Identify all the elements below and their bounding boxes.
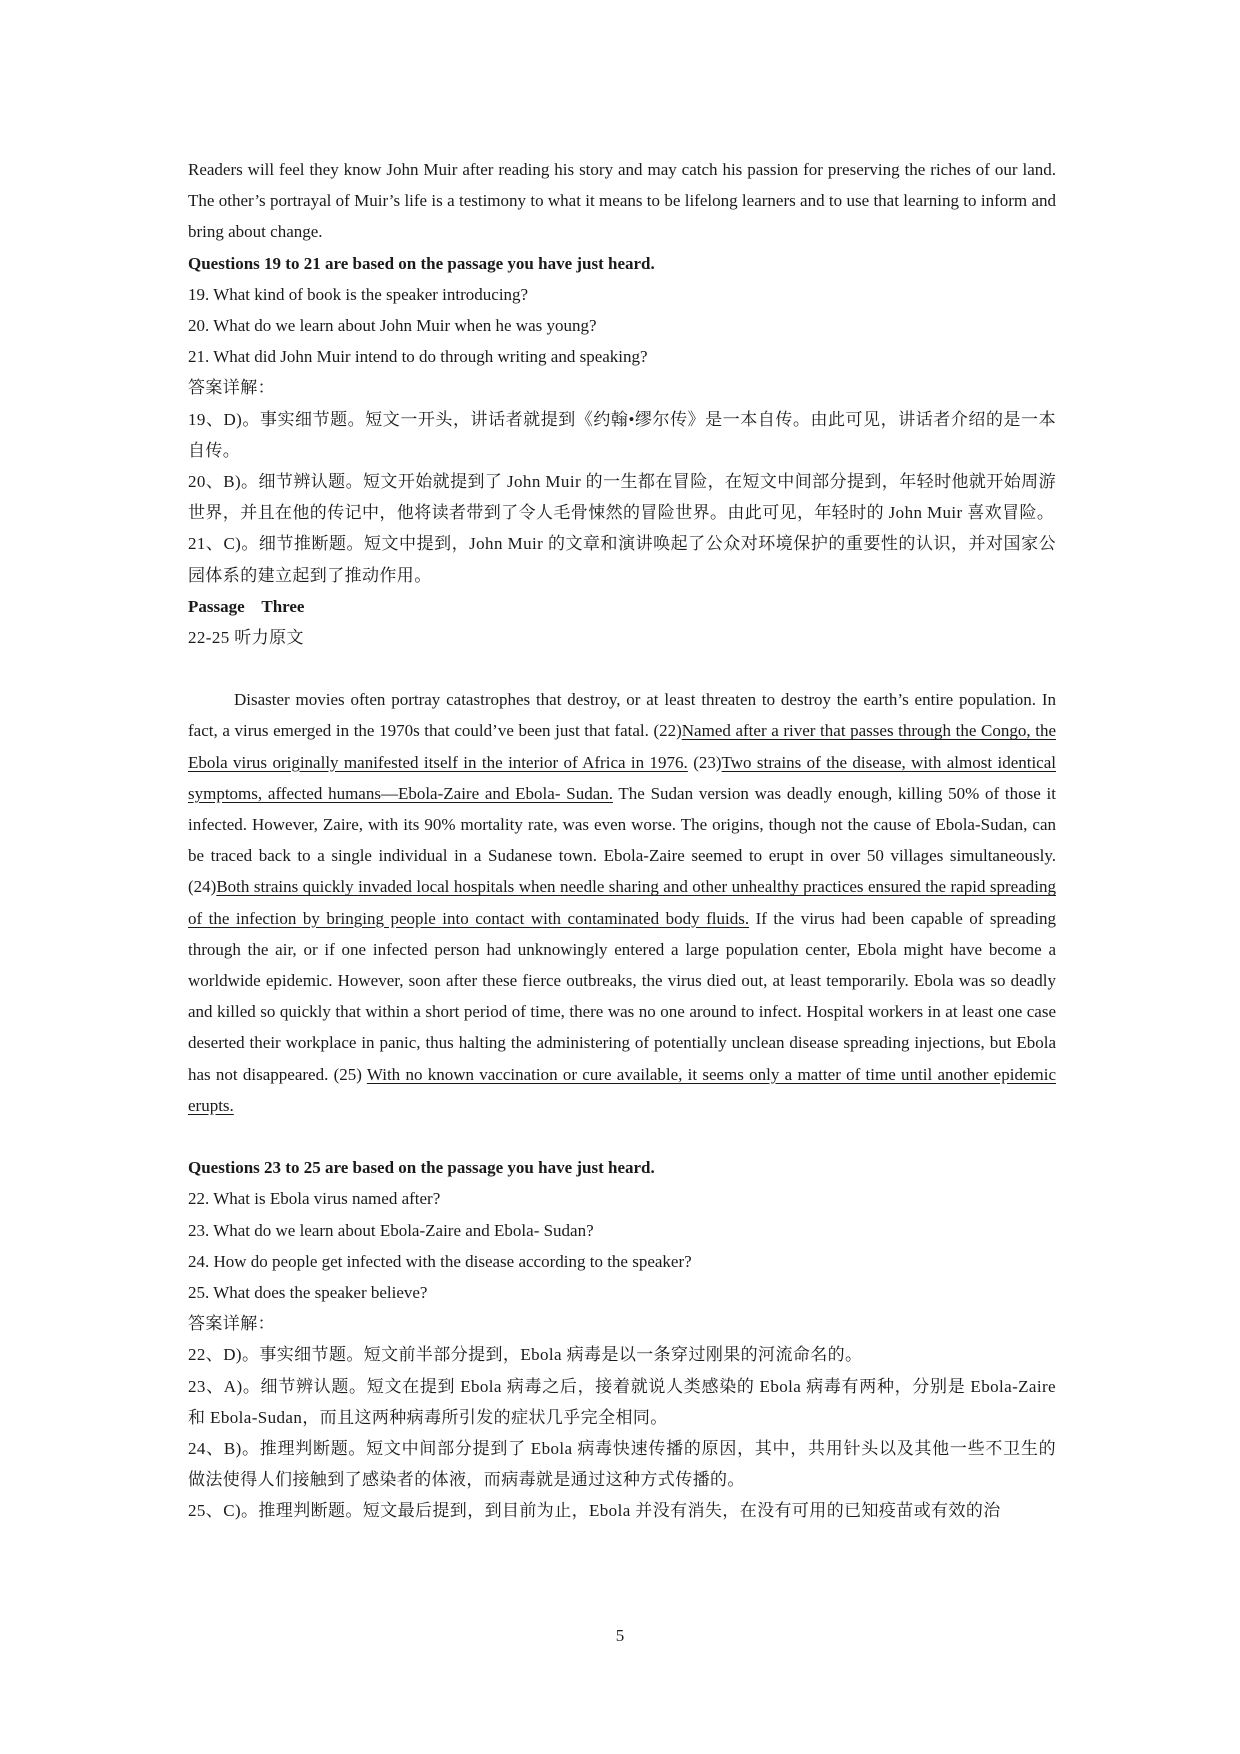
transcript-part-3: The Sudan version was deadly enough, killing 50% of those it infected. However, Zaire, with its 90% mortality rate, was even worse. The origins, though not the cause of Ebola-Sudan, can be traced back to a single individual in a Sudanese town. Ebola-Zaire seemed to erupt in over 50 villages simultaneously. (24) (188, 783, 1056, 897)
answer-19: 19、D)。事实细节题。短文一开头，讲话者就提到《约翰•缪尔传》是一本自传。由此可见，讲话者介绍的是一本自传。 (188, 409, 1056, 460)
question-25: 25. What does the speaker believe? (188, 1282, 428, 1302)
answer-23: 23、A)。细节辨认题。短文在提到 Ebola 病毒之后，接着就说人类感染的 Ebola 病毒有两种，分别是 Ebola-Zaire 和 Ebola-Sudan，而且这两种病毒所引发的症状几乎完全相同。 (188, 1376, 1056, 1427)
answers-label-2: 答案详解： (188, 1314, 275, 1334)
passage-three-title: Passage Three (188, 596, 305, 616)
underline-answer-25: With no known vaccination or cure available, it seems only a matter of time until another epidemic erupts. (188, 1064, 1056, 1115)
document-page (188, 154, 1056, 1527)
underline-answer-23: Two strains of the disease, with almost identical symptoms, affected humans—Ebola-Zaire and Ebola- Sudan. (188, 752, 1057, 803)
question-23: 23. What do we learn about Ebola-Zaire and Ebola- Sudan? (188, 1220, 594, 1240)
underline-answer-22: Named after a river that passes through the Congo, the Ebola virus originally manifested itself in the interior of Africa in 1976. (188, 721, 1056, 772)
answer-25: 25、C)。推理判断题。短文最后提到，到目前为止，Ebola 并没有消失，在没有可用的已知疫苗或有效的治 (188, 1501, 1001, 1521)
underline-answer-24: Both strains quickly invaded local hospitals when needle sharing and other unhealthy practices ensured the rapid spreading of the infection by bringing people into contact with contaminated body fluids. (188, 877, 1056, 928)
answer-22: 22、D)。事实细节题。短文前半部分提到，Ebola 病毒是以一条穿过刚果的河流命名的。 (188, 1345, 863, 1365)
transcript-part-1: Disaster movies often portray catastrophes that destroy, or at least threaten to destroy the earth’s entire population. In fact, a virus emerged in the 1970s that could’ve been just that fatal. (22) (188, 690, 1056, 741)
passage-two-ending: Readers will feel they know John Muir after reading his story and may catch his passion for preserving the riches of our land. The other’s portrayal of Muir’s life is a testimony to what it means to be lifelong learners and to use that learning to inform and bring about change. (188, 160, 1056, 242)
question-24: 24. How do people get infected with the disease according to the speaker? (188, 1251, 692, 1271)
answer-21: 21、C)。细节推断题。短文中提到，John Muir 的文章和演讲唤起了公众对环境保护的重要性的认识，并对国家公园体系的建立起到了推动作用。 (188, 534, 1056, 585)
answer-20: 20、B)。细节辨认题。短文开始就提到了 John Muir 的一生都在冒险，在短文中间部分提到，年轻时他就开始周游世界，并且在他的传记中，他将读者带到了令人毛骨悚然的冒险世界。由此可见，年轻时的 John Muir 喜欢冒险。 (188, 472, 1056, 523)
questions-23-25-heading: Questions 23 to 25 are based on the passage you have just heard. (188, 1158, 655, 1178)
answer-24: 24、B)。推理判断题。短文中间部分提到了 Ebola 病毒快速传播的原因，其中，共用针头以及其他一些不卫生的做法使得人们接触到了感染者的体液，而病毒就是通过这种方式传播的。 (188, 1438, 1056, 1490)
questions-19-21-heading: Questions 19 to 21 are based on the passage you have just heard. (188, 253, 655, 273)
page-number: 5 (615, 1626, 625, 1645)
question-19: 19. What kind of book is the speaker introducing? (188, 284, 529, 304)
passage-three-transcript (188, 684, 1056, 1121)
question-21: 21. What did John Muir intend to do through writing and speaking? (188, 347, 648, 367)
transcript-part-4: If the virus had been capable of spreading through the air, or if one infected person had unknowingly entered a large population center, Ebola might have become a worldwide epidemic. However, soon after these fierce outbreaks, the virus died out, at least temporarily. Ebola was so deadly and killed so quickly that within a short period of time, there was no one around to infect. Hospital workers in at least one case deserted their workplace in panic, thus halting the administering of potentially unclean disease spreading injections, but Ebola has not disappeared. (25) (188, 908, 1056, 1084)
question-22: 22. What is Ebola virus named after? (188, 1189, 441, 1209)
question-20: 20. What do we learn about John Muir when he was young? (188, 316, 597, 336)
passage-three-subtitle: 22-25 听力原文 (188, 628, 304, 648)
answers-label: 答案详解： (188, 378, 275, 398)
transcript-part-2: (23) (687, 752, 722, 772)
